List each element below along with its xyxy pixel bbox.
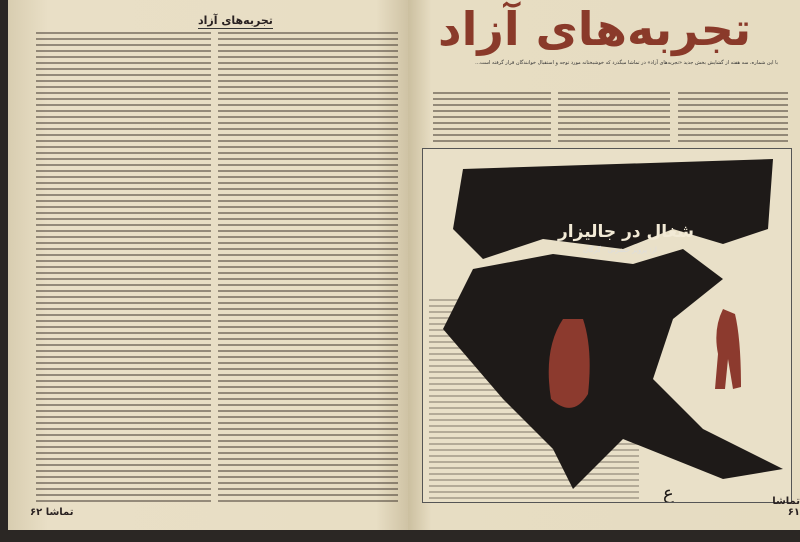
text-column-2 [558,92,670,144]
right-page [408,0,800,530]
story-byline: از: پرویز حضرتی - گرگان [583,246,657,254]
text-column-1 [678,92,788,144]
left-page [8,0,408,530]
section-header: تجربه‌های آزاد [198,14,273,27]
page-folio: تماشا ۶۲ [30,507,74,518]
story-illustration [422,148,792,503]
section-title: تجربه‌های آزاد [438,2,752,56]
text-column-right [218,32,398,502]
artist-signature: ع [663,483,674,504]
intro-text: با این شماره، سه هفته از گشایش بخش جدید «تجربه‌های آزاد» در تماشا میگذرد که خوشبختانه مورد توجه و استقبال خوانندگان قرار گرفته است... [475,60,778,66]
text-column-3 [433,92,551,144]
text-column-left [36,32,211,502]
page-folio: تماشا ۶۱ [772,496,800,518]
torn-shapes-illustration [423,149,792,503]
story-title: شغال در جالیزار [558,222,694,242]
